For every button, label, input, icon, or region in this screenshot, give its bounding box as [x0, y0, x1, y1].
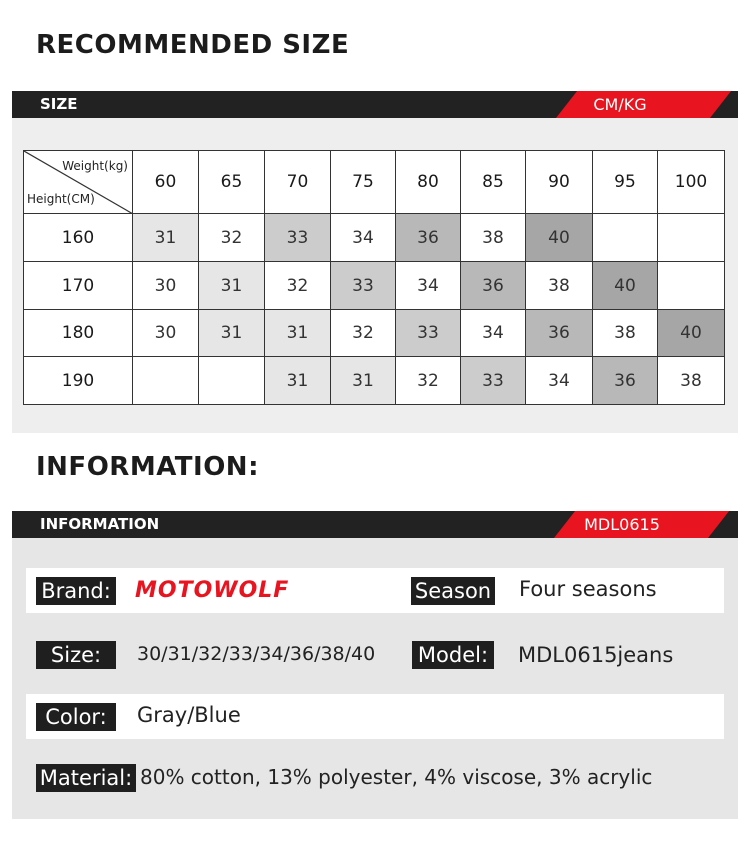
size-cell: 38 [658, 357, 725, 405]
model-label: Model: [412, 641, 494, 669]
size-cell: 40 [526, 214, 593, 262]
weight-header: 100 [658, 151, 725, 214]
size-cell [658, 214, 725, 262]
weight-header-row [24, 151, 725, 214]
size-cell: 34 [526, 357, 593, 405]
size-cell: 34 [461, 310, 526, 357]
size-cell: 32 [396, 357, 461, 405]
size-cell: 38 [461, 214, 526, 262]
weight-header: 70 [265, 151, 331, 214]
weight-header: 65 [199, 151, 265, 214]
information-band [12, 511, 738, 538]
size-cell: 31 [199, 310, 265, 357]
product-code: MDL0615 [584, 515, 660, 534]
information-title: INFORMATION: [36, 452, 259, 482]
weight-header: 60 [133, 151, 199, 214]
size-cell [658, 262, 725, 310]
weight-axis-label: Weight(kg) [62, 159, 128, 173]
weight-header: 75 [331, 151, 396, 214]
size-cell: 40 [593, 262, 658, 310]
size-cell: 31 [133, 214, 199, 262]
weight-header: 90 [526, 151, 593, 214]
size-cell: 36 [396, 214, 461, 262]
table-row [24, 262, 725, 310]
size-cell: 30 [133, 310, 199, 357]
size-cell [199, 357, 265, 405]
size-band-label: SIZE [40, 95, 78, 113]
recommended-size-title: RECOMMENDED SIZE [36, 30, 350, 60]
weight-header: 85 [461, 151, 526, 214]
table-row [24, 310, 725, 357]
size-cell: 36 [526, 310, 593, 357]
size-cell: 34 [396, 262, 461, 310]
season-value: Four seasons [519, 577, 657, 601]
height-axis-label: Height(CM) [27, 192, 95, 206]
material-value: 80% cotton, 13% polyester, 4% viscose, 3% acrylic [140, 765, 653, 789]
size-cell: 31 [265, 357, 331, 405]
size-cell: 36 [593, 357, 658, 405]
size-cell [593, 214, 658, 262]
size-label: Size: [36, 641, 116, 669]
material-label: Material: [36, 764, 136, 792]
color-value: Gray/Blue [137, 703, 241, 727]
size-cell: 33 [396, 310, 461, 357]
size-cell: 32 [199, 214, 265, 262]
information-band-label: INFORMATION [40, 515, 160, 533]
height-header: 180 [24, 310, 133, 357]
size-cell: 33 [331, 262, 396, 310]
motowolf-logo: MOTOWOLF [135, 578, 290, 603]
color-row [26, 694, 724, 739]
height-header: 190 [24, 357, 133, 405]
size-cell: 36 [461, 262, 526, 310]
size-cell: 38 [593, 310, 658, 357]
size-cell: 33 [265, 214, 331, 262]
height-header: 170 [24, 262, 133, 310]
unit-label: CM/KG [593, 95, 647, 114]
size-band [12, 91, 738, 118]
size-cell [133, 357, 199, 405]
size-cell: 38 [526, 262, 593, 310]
size-cell: 32 [265, 262, 331, 310]
season-label: Season [411, 577, 495, 605]
weight-header: 80 [396, 151, 461, 214]
size-cell: 33 [461, 357, 526, 405]
size-cell: 40 [658, 310, 725, 357]
color-label: Color: [36, 703, 116, 731]
size-cell: 31 [265, 310, 331, 357]
size-cell: 34 [331, 214, 396, 262]
table-row [24, 214, 725, 262]
size-chart-table [23, 150, 725, 405]
size-cell: 31 [331, 357, 396, 405]
weight-header: 95 [593, 151, 658, 214]
size-cell: 32 [331, 310, 396, 357]
model-value: MDL0615jeans [518, 643, 674, 667]
brand-label: Brand: [36, 577, 116, 605]
table-corner-cell [24, 151, 133, 214]
height-header: 160 [24, 214, 133, 262]
size-cell: 31 [199, 262, 265, 310]
size-cell: 30 [133, 262, 199, 310]
table-row [24, 357, 725, 405]
size-value: 30/31/32/33/34/36/38/40 [137, 643, 376, 665]
